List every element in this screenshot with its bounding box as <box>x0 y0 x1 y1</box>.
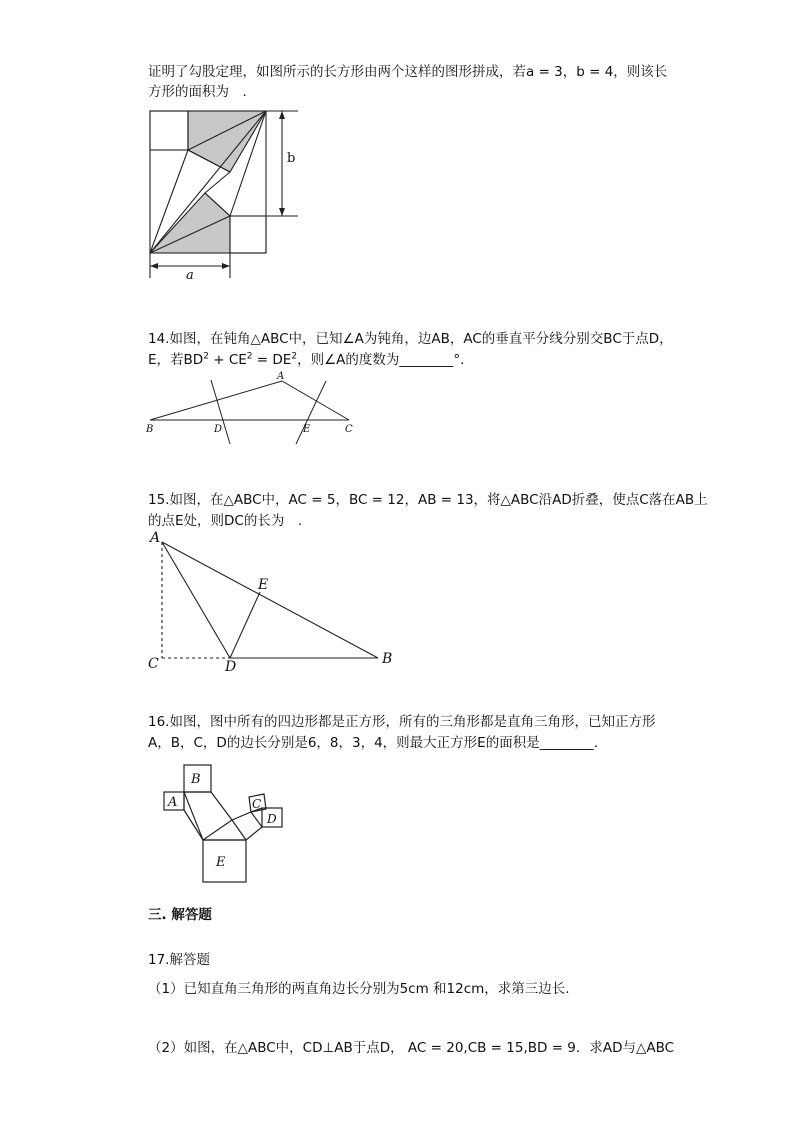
q15-label-B: B <box>382 651 393 667</box>
q13-label-b: b <box>287 151 296 166</box>
section-heading: 三. 解答题 <box>148 907 212 923</box>
q14-label-E: E <box>303 424 311 435</box>
q15-text-line1: 15.如图，在△ABC中，AC = 5，BC = 12，AB = 13，将△ABC沿AD折叠，使点C落在AB上 <box>148 492 708 508</box>
q14-label-D: D <box>214 424 223 435</box>
q15-label-E: E <box>258 577 269 593</box>
q16-label-C: C <box>252 797 262 811</box>
q16-label-A: A <box>168 795 178 810</box>
q15-label-D: D <box>225 659 237 675</box>
q15-text-line2: 的点E处，则DC的长为 . <box>148 513 303 529</box>
q16-text-line1: 16.如图，图中所有的四边形都是正方形，所有的三角形都是直角三角形，已知正方形 <box>148 714 656 730</box>
q14-text-line1: 14.如图，在钝角△ABC中，已知∠A为钝角，边AB，AC的垂直平分线分别交BC于点D， <box>148 331 673 347</box>
q14-label-A: A <box>277 371 285 382</box>
q17-part1: （1）已知直角三角形的两直角边长分别为5cm 和12cm，求第三边长. <box>148 981 570 997</box>
q17-title: 17.解答题 <box>148 952 210 968</box>
q13-label-a: a <box>186 268 194 283</box>
q16-label-E: E <box>216 855 226 870</box>
q16-label-B: B <box>191 772 201 787</box>
q17-part2: （2）如图，在△ABC中，CD⊥AB于点D， AC = 20,CB = 15,BD = 9．求AD与△ABC <box>148 1040 675 1056</box>
q14-text-line2: E，若$BD^2 + CE^2 = DE^2$，则∠A的度数为________°. <box>148 351 465 368</box>
q15-label-A: A <box>150 530 161 546</box>
q13-text-line2: 方形的面积为 . <box>148 84 247 100</box>
q15-label-C: C <box>148 656 159 672</box>
q13-text-line1: 证明了勾股定理，如图所示的长方形由两个这样的图形拼成，若a = 3，b = 4，则该长 <box>148 64 668 80</box>
q16-label-D: D <box>267 812 277 826</box>
q14-label-C: C <box>345 424 353 435</box>
q16-text-line2: A，B，C，D的边长分别是6，8，3，4，则最大正方形E的面积是________. <box>148 735 598 751</box>
q14-label-B: B <box>146 424 154 435</box>
